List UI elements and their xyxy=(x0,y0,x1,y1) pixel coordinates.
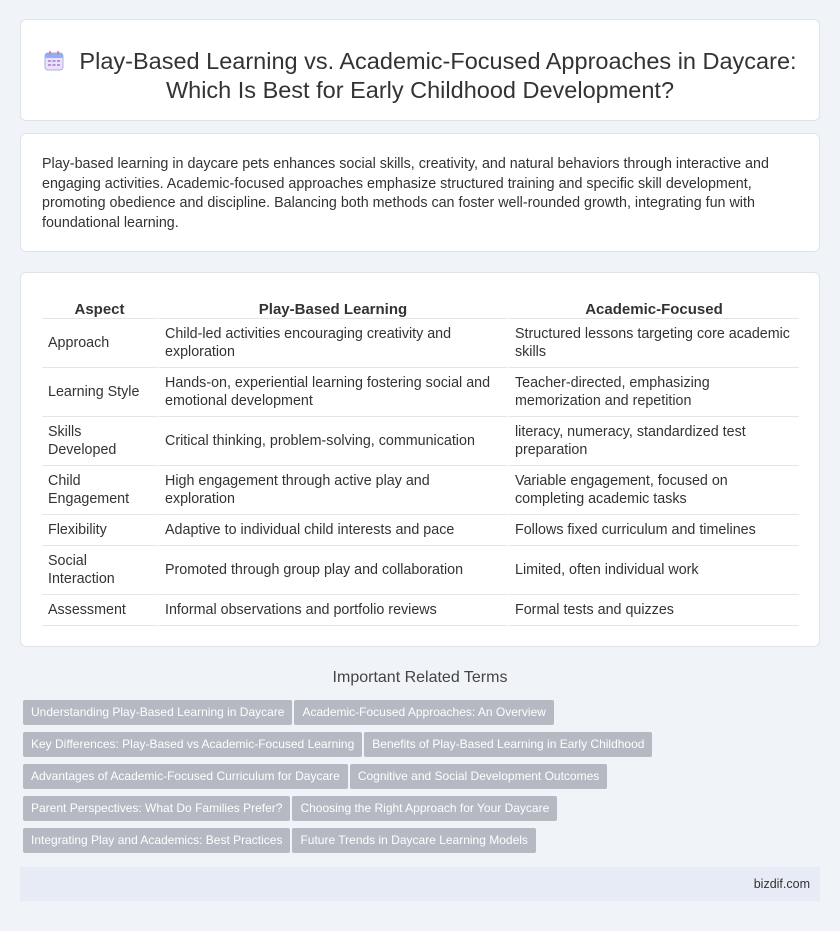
row-academic: Teacher-directed, emphasizing memorization and repetition xyxy=(507,368,799,417)
row-play-based: Hands-on, experiential learning fostering social and emotional development xyxy=(157,368,507,417)
row-play-based: Child-led activities encouraging creativity and exploration xyxy=(157,319,507,368)
footer xyxy=(20,867,820,901)
row-aspect: Approach xyxy=(42,319,157,368)
tag-row xyxy=(23,764,813,796)
row-academic: Limited, often individual work xyxy=(507,546,799,595)
header-academic: Academic-Focused xyxy=(507,295,799,319)
row-aspect: Flexibility xyxy=(42,515,157,546)
table-row xyxy=(42,515,799,546)
header-aspect: Aspect xyxy=(42,295,157,319)
related-term-tag[interactable]: Key Differences: Play-Based vs Academic-Focused Learning xyxy=(23,732,362,757)
row-aspect: Social Interaction xyxy=(42,546,157,595)
header-play-based: Play-Based Learning xyxy=(157,295,507,319)
tag-row xyxy=(23,732,813,764)
related-term-tag[interactable]: Cognitive and Social Development Outcomes xyxy=(350,764,607,789)
comparison-table xyxy=(42,295,799,626)
row-play-based: Adaptive to individual child interests and pace xyxy=(157,515,507,546)
calendar-icon xyxy=(43,50,65,72)
row-play-based: Promoted through group play and collaboration xyxy=(157,546,507,595)
related-terms-list xyxy=(23,700,813,860)
related-term-tag[interactable]: Understanding Play-Based Learning in Daycare xyxy=(23,700,292,725)
related-terms-title: Important Related Terms xyxy=(332,669,508,686)
comparison-table-card xyxy=(20,272,820,647)
table-row xyxy=(42,546,799,595)
row-academic: literacy, numeracy, standardized test preparation xyxy=(507,417,799,466)
table-row xyxy=(42,466,799,515)
tag-row xyxy=(23,700,813,732)
related-term-tag[interactable]: Future Trends in Daycare Learning Models xyxy=(292,828,535,853)
row-academic: Formal tests and quizzes xyxy=(507,595,799,626)
row-aspect: Skills Developed xyxy=(42,417,157,466)
summary-text: Play-based learning in daycare pets enhances social skills, creativity, and natural behaviors through interactive and engaging activities. Academic-focused approaches emphasize structured training and specific skill development, promoting obedience and discipline. Balancing both methods can foster well-rounded growth, integrating fun with foundational learning. xyxy=(42,156,769,231)
table-row xyxy=(42,417,799,466)
table-row xyxy=(42,368,799,417)
related-term-tag[interactable]: Benefits of Play-Based Learning in Early Childhood xyxy=(364,732,652,757)
page-title xyxy=(21,47,819,105)
related-term-tag[interactable]: Parent Perspectives: What Do Families Prefer? xyxy=(23,796,290,821)
page-title-text: Play-Based Learning vs. Academic-Focused Approaches in Daycare: Which Is Best for Early Childhood Development? xyxy=(79,48,797,103)
row-academic: Follows fixed curriculum and timelines xyxy=(507,515,799,546)
row-aspect: Child Engagement xyxy=(42,466,157,515)
table-row xyxy=(42,319,799,368)
row-aspect: Learning Style xyxy=(42,368,157,417)
row-play-based: Critical thinking, problem-solving, communication xyxy=(157,417,507,466)
title-card xyxy=(20,19,820,121)
table-row xyxy=(42,595,799,626)
row-play-based: Informal observations and portfolio reviews xyxy=(157,595,507,626)
related-term-tag[interactable]: Choosing the Right Approach for Your Daycare xyxy=(292,796,557,821)
row-academic: Structured lessons targeting core academic skills xyxy=(507,319,799,368)
related-term-tag[interactable]: Integrating Play and Academics: Best Practices xyxy=(23,828,290,853)
tag-row xyxy=(23,828,813,860)
tag-row xyxy=(23,796,813,828)
row-aspect: Assessment xyxy=(42,595,157,626)
table-header-row xyxy=(42,295,799,319)
footer-brand[interactable]: bizdif.com xyxy=(753,877,810,891)
related-term-tag[interactable]: Academic-Focused Approaches: An Overview xyxy=(294,700,553,725)
row-play-based: High engagement through active play and exploration xyxy=(157,466,507,515)
related-term-tag[interactable]: Advantages of Academic-Focused Curriculum for Daycare xyxy=(23,764,348,789)
row-academic: Variable engagement, focused on completing academic tasks xyxy=(507,466,799,515)
summary-card xyxy=(20,133,820,252)
